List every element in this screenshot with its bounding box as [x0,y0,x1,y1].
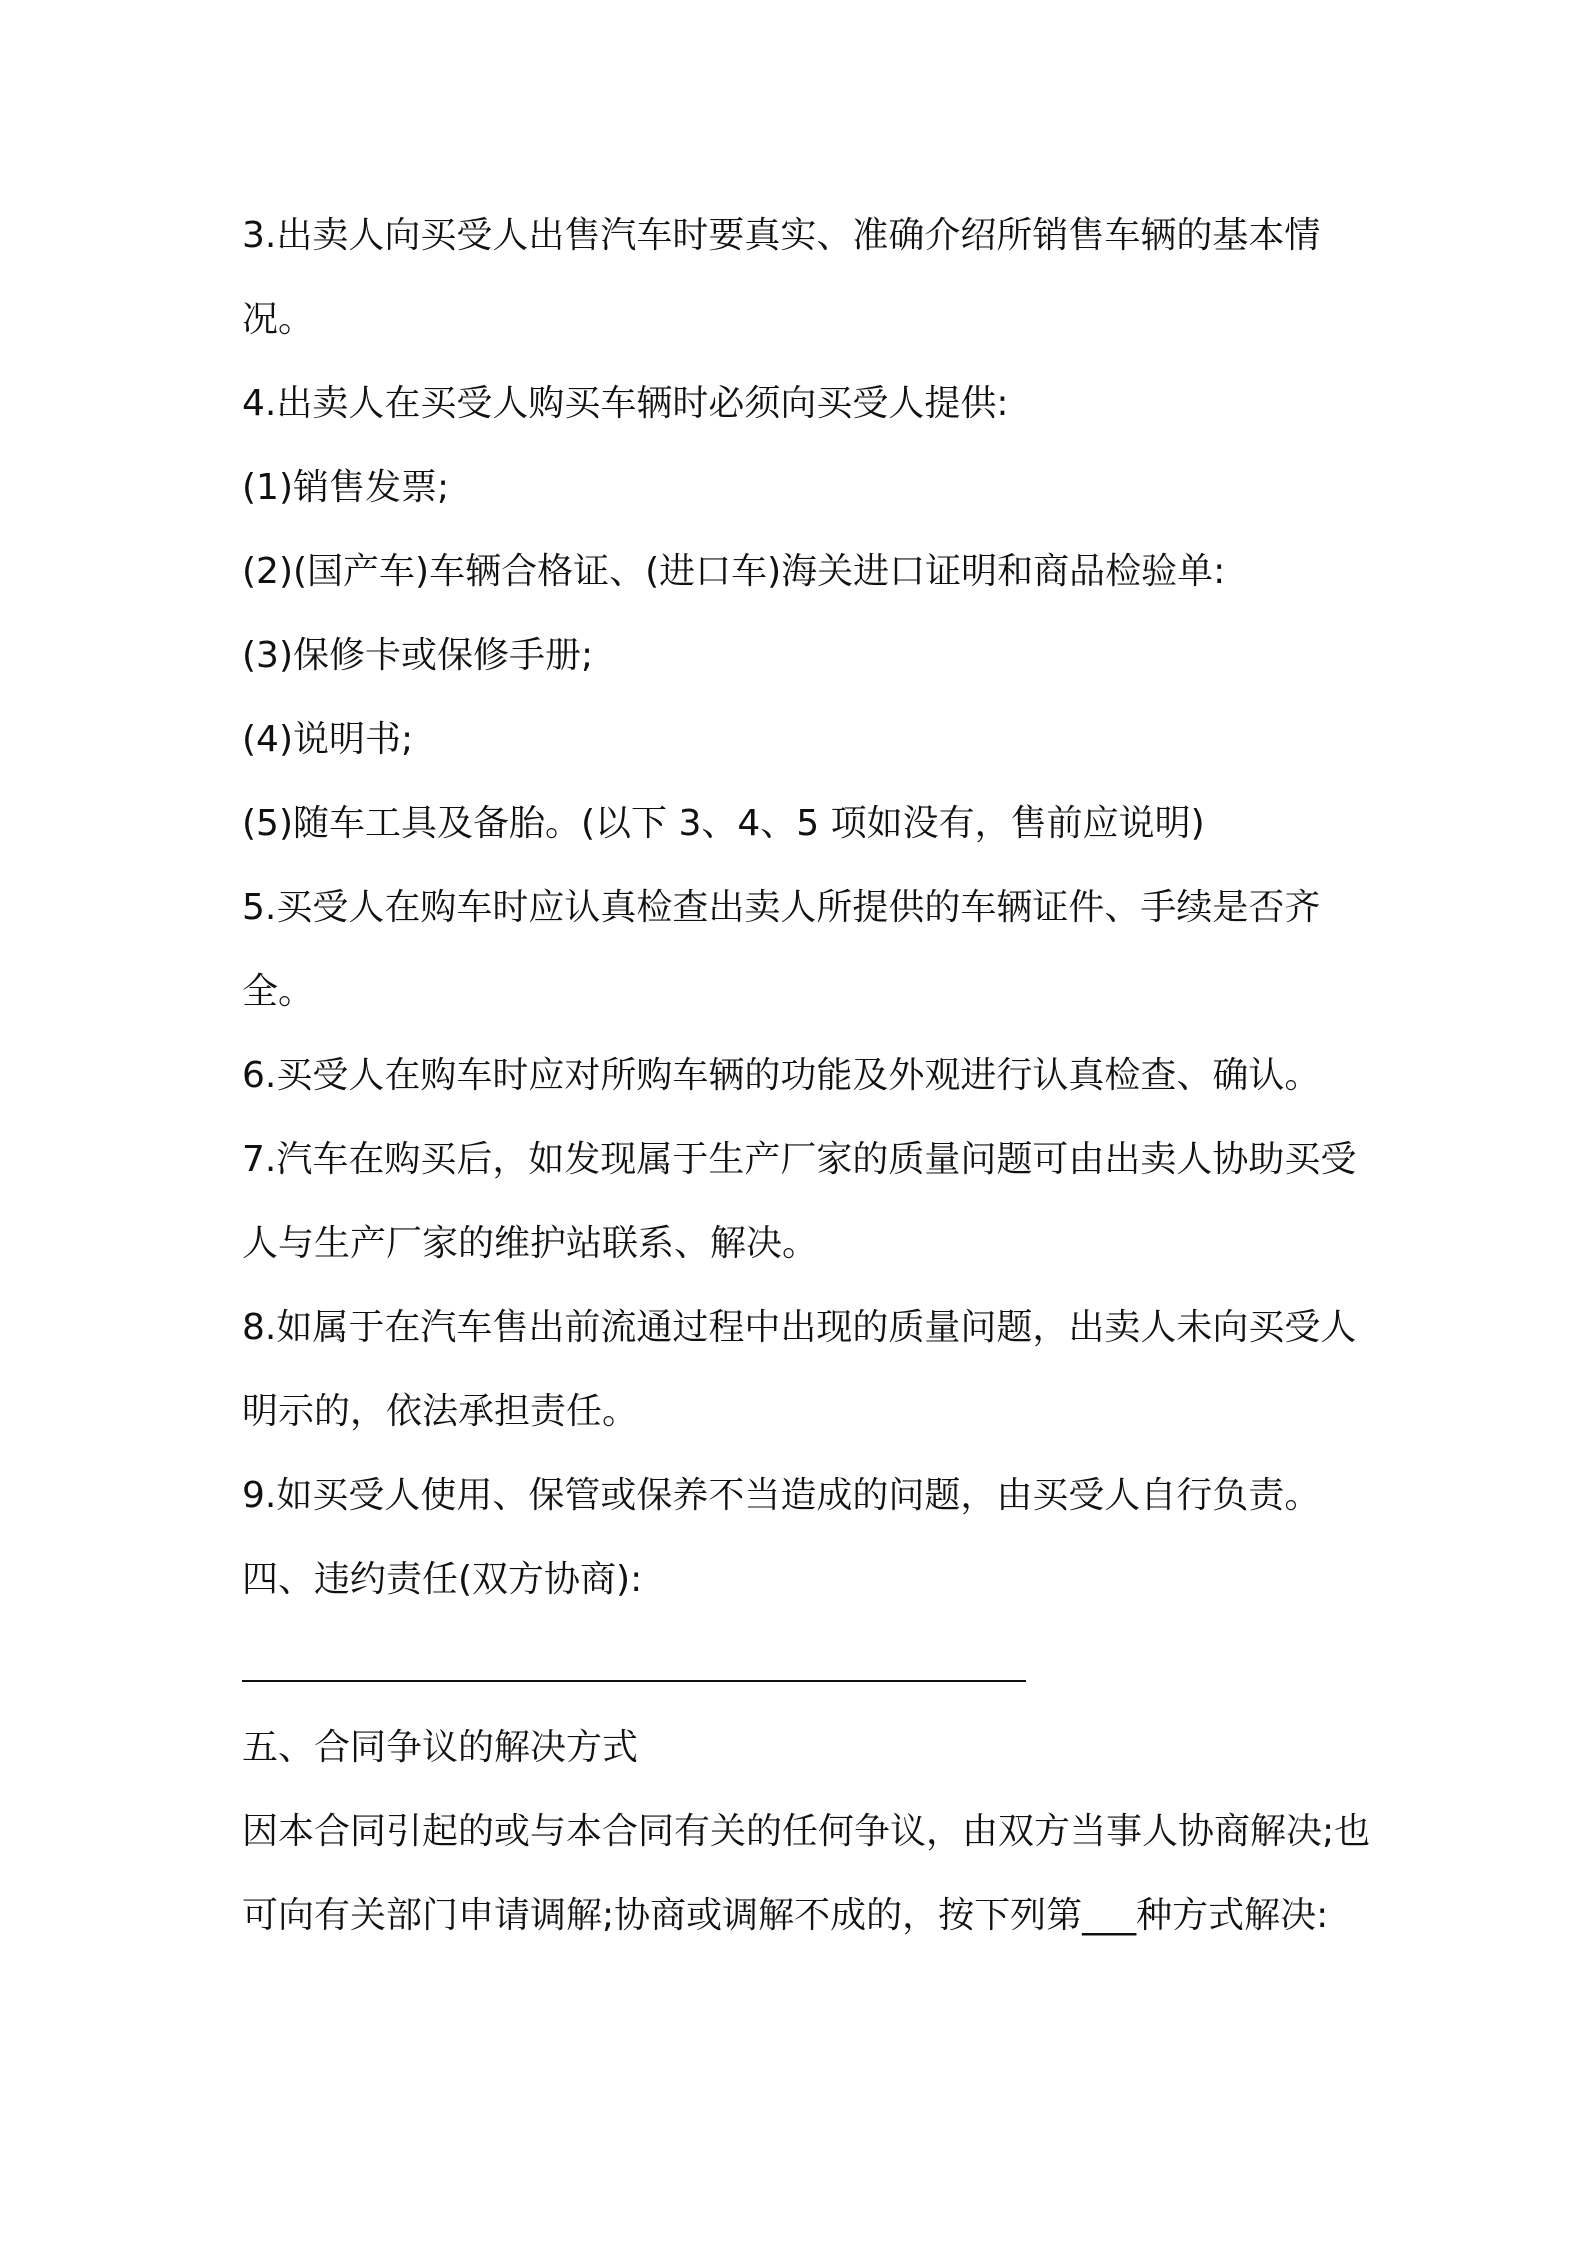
clause-4-item-1: (1)销售发票; [242,467,450,508]
clause-9: 9.如买受人使用、保管或保养不当造成的问题，由买受人自行负责。 [242,1475,1321,1516]
section-5-heading: 五、合同争议的解决方式 [242,1727,639,1768]
section-5-body: 因本合同引起的或与本合同有关的任何争议，由双方当事人协商解决;也可向有关部门申请调解;协商或调解不成的，按下列第___种方式解决: [242,1811,1371,1936]
document-body [242,194,1372,1958]
clause-3: 3.出卖人向买受人出售汽车时要真实、准确介绍所销售车辆的基本情况。 [242,215,1321,340]
clause-8: 8.如属于在汽车售出前流通过程中出现的质量问题，出卖人未向买受人明示的，依法承担责任。 [242,1307,1357,1432]
clause-4-item-5: (5)随车工具及备胎。(以下 3、4、5 项如没有，售前应说明) [242,803,1205,844]
fill-in-line [242,1622,1372,1706]
clause-6: 6.买受人在购车时应对所购车辆的功能及外观进行认真检查、确认。 [242,1055,1321,1096]
clause-4-item-3: (3)保修卡或保修手册; [242,635,594,676]
clause-4-item-4: (4)说明书; [242,719,414,760]
clause-7: 7.汽车在购买后，如发现属于生产厂家的质量问题可由出卖人协助买受人与生产厂家的维护站联系、解决。 [242,1139,1357,1264]
clause-4-item-2: (2)(国产车)车辆合格证、(进口车)海关进口证明和商品检验单: [242,551,1226,592]
fill-in-rule [242,1680,1026,1682]
clause-5: 5.买受人在购车时应认真检查出卖人所提供的车辆证件、手续是否齐全。 [242,887,1321,1012]
section-4-heading: 四、违约责任(双方协商): [242,1559,643,1600]
clause-4: 4.出卖人在买受人购买车辆时必须向买受人提供: [242,383,1009,424]
